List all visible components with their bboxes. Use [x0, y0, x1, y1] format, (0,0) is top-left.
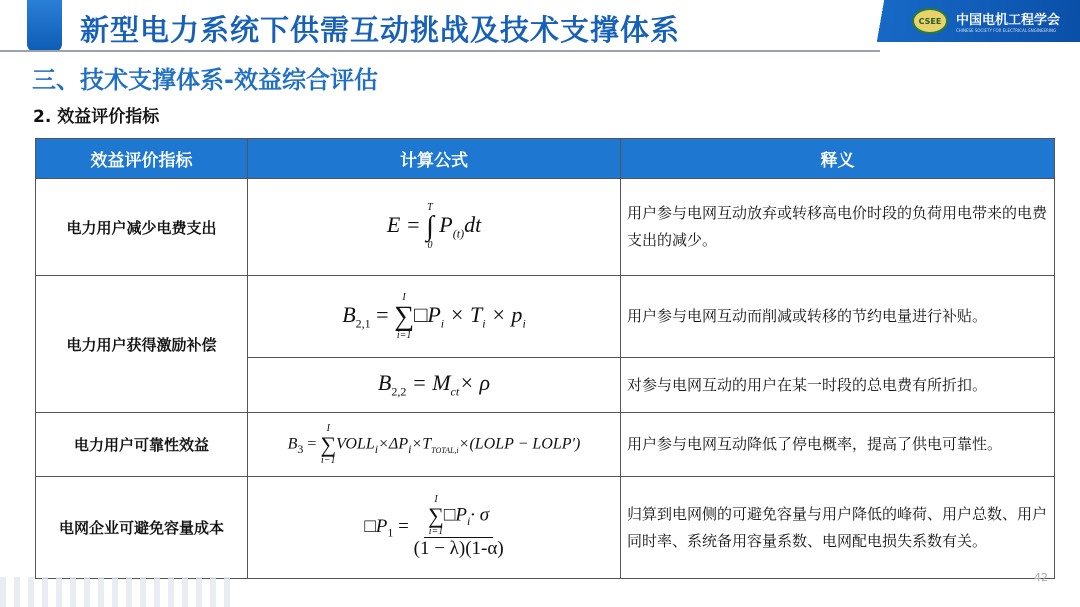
- explanation-cell: 对参与电网互动的用户在某一时段的总电费有所折扣。: [621, 358, 1055, 413]
- section-heading: 三、技术支撑体系-效益综合评估: [32, 66, 378, 94]
- logo-name: 中国电机工程学会: [956, 13, 1061, 28]
- slide-title: 新型电力系统下供需互动挑战及技术支撑体系: [80, 13, 681, 47]
- table-row: [36, 179, 1055, 276]
- formula-cell: $B_3$ = I ∑ i−1 $VOLL_i\times\Delta P_i\times T_{TOTAL,i}\times(LOLP$ − LOLP′): [248, 413, 621, 477]
- col-header-formula: 计算公式: [248, 139, 621, 179]
- explanation-cell: 用户参与电网互动放弃或转移高电价时段的负荷用电带来的电费支出的减少。: [621, 179, 1055, 276]
- indicator-cell: 电力用户获得激励补偿: [36, 276, 248, 413]
- city-skyline-decoration: [0, 577, 230, 607]
- formula-cell: $□P_1$ = I ∑ i=1 $□P_i\cdot \sigma$ (1 − λ)(1-α): [248, 477, 621, 579]
- page-number: 42: [1034, 571, 1048, 584]
- title-accent-block: [27, 0, 62, 52]
- explanation-cell: 归算到电网侧的可避免容量与用户降低的峰荷、用户总数、用户同时率、系统备用容量系数、电网配电损失系数有关。: [621, 477, 1055, 579]
- benefit-indicator-table: [35, 138, 1055, 579]
- csee-seal-icon: CSEE: [912, 8, 948, 34]
- indicator-cell: 电力用户减少电费支出: [36, 179, 248, 276]
- formula-cell: $B_{2,2} = M_{ct}\times \rho$: [248, 358, 621, 413]
- explanation-cell: 用户参与电网互动而削减或转移的节约电量进行补贴。: [621, 276, 1055, 358]
- explanation-cell: 用户参与电网互动降低了停电概率，提高了供电可靠性。: [621, 413, 1055, 477]
- col-header-indicator: 效益评价指标: [36, 139, 248, 179]
- indicator-cell: 电网企业可避免容量成本: [36, 477, 248, 579]
- table-header-row: [36, 139, 1055, 179]
- subsection-heading: 2. 效益评价指标: [33, 107, 160, 127]
- logo-english: CHINESE SOCIETY FOR ELECTRICAL ENGINEERING: [956, 28, 1057, 33]
- title-divider: [0, 50, 880, 52]
- table-row: [36, 276, 1055, 358]
- indicator-cell: 电力用户可靠性效益: [36, 413, 248, 477]
- table-row: [36, 413, 1055, 477]
- csee-logo: [872, 0, 1080, 42]
- formula-cell: E = T ∫ 0 $P_{(t)}dt$: [248, 179, 621, 276]
- table-row: [36, 477, 1055, 579]
- formula-cell: $B_{2,1}$ = I ∑ i=1 $□P_i \times T_i \times p_i$: [248, 276, 621, 358]
- col-header-explanation: 释义: [621, 139, 1055, 179]
